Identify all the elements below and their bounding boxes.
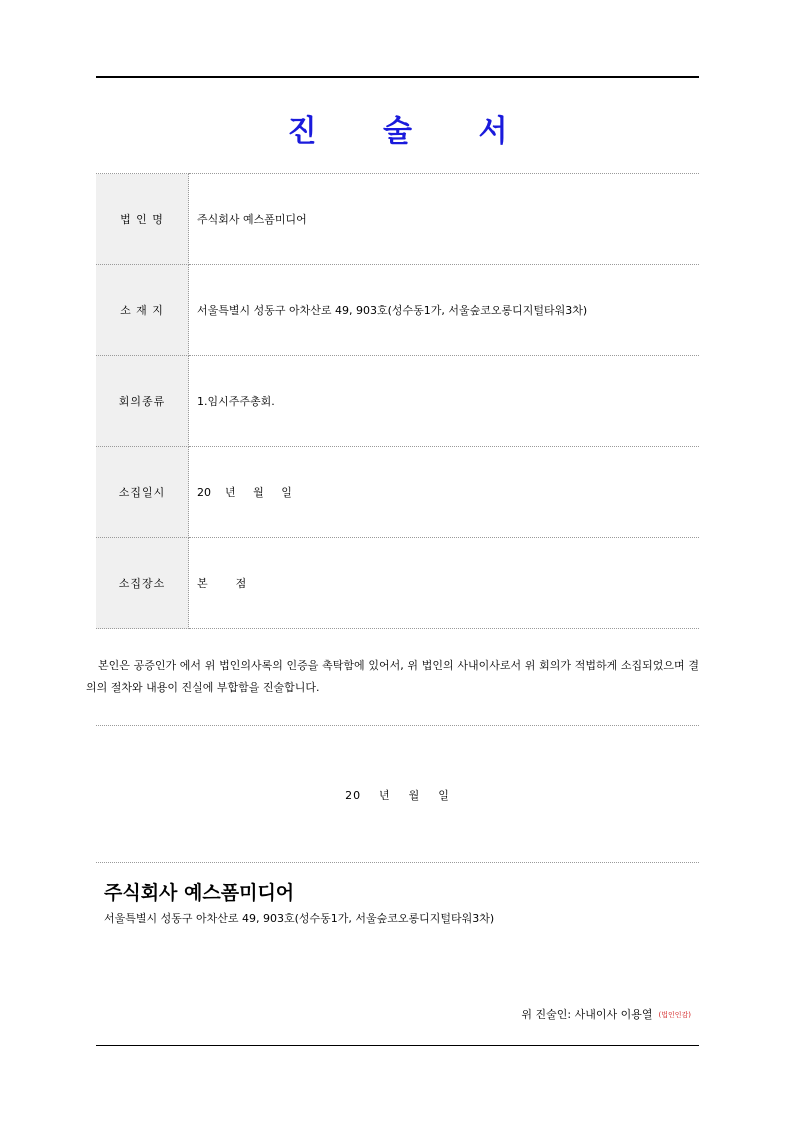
meeting-type-label: 회의종류 <box>96 356 189 447</box>
address-value: 서울특별시 성동구 아차산로 49, 903호(성수동1가, 서울숲코오롱디지털타워3차) <box>189 265 700 356</box>
meeting-type-value: 1.임시주주총회. <box>189 356 700 447</box>
meeting-place-value: 본 점 <box>189 538 700 629</box>
title-char-2: 술 <box>383 114 412 149</box>
address-label: 소 재 지 <box>96 265 189 356</box>
statement-text: 본인은 공증인가 에서 위 법인의사록의 인증을 촉탁함에 있어서, 위 법인의 사내이사로서 위 회의가 적법하게 소집되었으며 결의의 절차와 내용이 진실에 부합함을 진술합니다. <box>86 659 699 694</box>
company-address: 서울특별시 성동구 아차산로 49, 903호(성수동1가, 서울숲코오롱디지털타워3차) <box>104 912 495 925</box>
table-row <box>96 447 699 538</box>
signer-line <box>521 1006 691 1022</box>
top-rule <box>96 76 699 78</box>
table-row <box>96 174 699 265</box>
bottom-rule <box>96 1045 699 1046</box>
company-name: 주식회사 예스폼미디어 <box>104 882 295 904</box>
title-char-3: 서 <box>478 114 508 149</box>
corporate-name-value: 주식회사 예스폼미디어 <box>189 174 700 265</box>
divider <box>96 725 699 726</box>
date-line: 20 년 월 일 <box>345 789 450 802</box>
info-table <box>96 173 699 629</box>
meeting-date-label: 소집일시 <box>96 447 189 538</box>
title-char-1: 진 <box>287 114 317 149</box>
document-title <box>96 106 699 150</box>
signer-text: 위 진술인: 사내이사 이용열 <box>521 1008 653 1021</box>
document-page <box>86 0 699 1123</box>
seal-label: (법인인감) <box>658 1011 691 1019</box>
divider <box>96 862 699 863</box>
table-row <box>96 265 699 356</box>
meeting-place-label: 소집장소 <box>96 538 189 629</box>
meeting-date-value: 20 년 월 일 <box>189 447 700 538</box>
table-row <box>96 538 699 629</box>
corporate-name-label: 법 인 명 <box>96 174 189 265</box>
table-row <box>96 356 699 447</box>
